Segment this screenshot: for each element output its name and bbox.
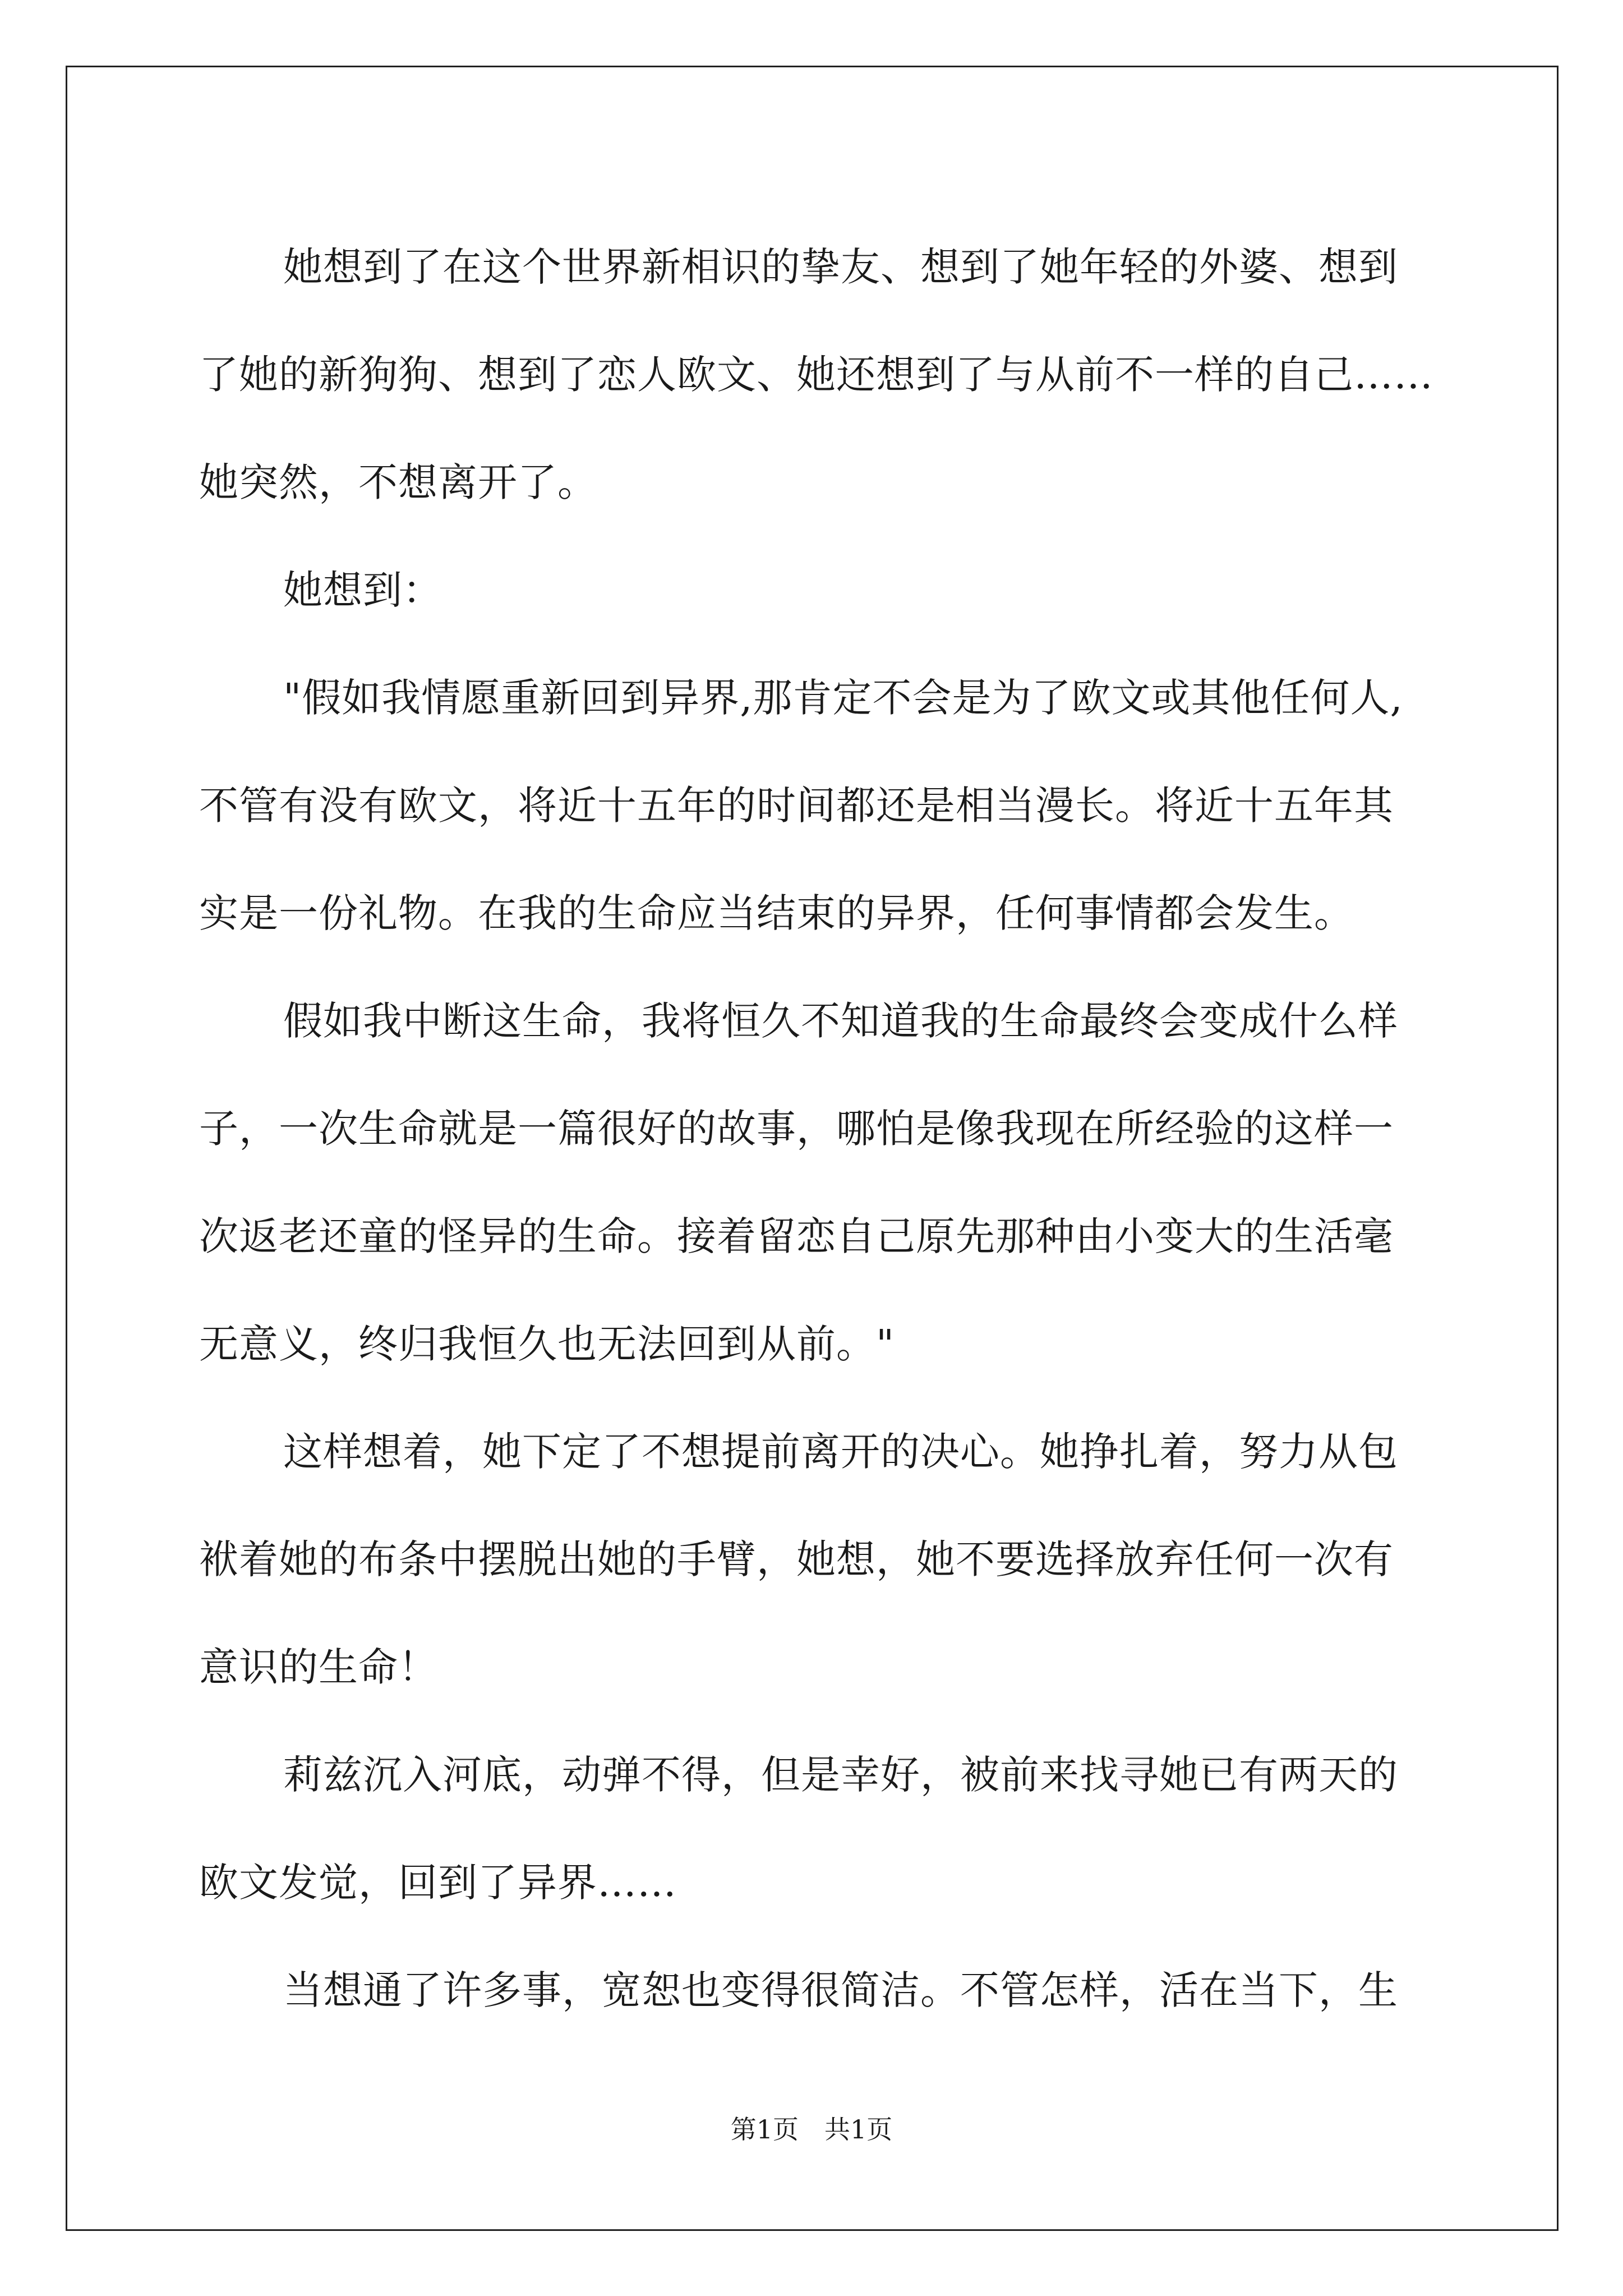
text-line: 实是一份礼物。在我的生命应当结束的异界，任何事情都会发生。	[199, 890, 1354, 936]
page-footer	[0, 2109, 1623, 2146]
text-line: 了她的新狗狗、想到了恋人欧文、她还想到了与从前不一样的自己……	[199, 352, 1433, 398]
paragraph	[199, 536, 1433, 644]
paragraph	[199, 1936, 1433, 2044]
text-line: 莉兹沉入河底，动弹不得，但是幸好，被前来找寻她已有两天的	[283, 1752, 1398, 1798]
page-number: 第1页	[730, 2114, 799, 2145]
text-line: 她突然，不想离开了。	[199, 459, 597, 505]
text-line: 意识的生命！	[199, 1644, 438, 1690]
paragraph	[199, 1398, 1433, 1721]
text-line: 欧文发觉，回到了异界……	[199, 1860, 677, 1906]
paragraph	[199, 1721, 1433, 1936]
paragraph	[199, 213, 1433, 536]
text-line: 袱着她的布条中摆脱出她的手臂，她想，她不要选择放弃任何一次有	[199, 1536, 1394, 1582]
text-line: 假如我中断这生命，我将恒久不知道我的生命最终会变成什么样	[283, 998, 1398, 1044]
text-line: 她想到了在这个世界新相识的挚友、想到了她年轻的外婆、想到	[283, 244, 1398, 290]
document-body	[199, 213, 1433, 2044]
text-line: 当想通了许多事，宽恕也变得很简洁。不管怎样，活在当下，生	[283, 1967, 1398, 2013]
text-line: 这样想着，她下定了不想提前离开的决心。她挣扎着，努力从包	[283, 1429, 1398, 1475]
paragraph	[199, 644, 1433, 967]
text-line: 不管有没有欧文，将近十五年的时间都还是相当漫长。将近十五年其	[199, 783, 1394, 829]
text-line: 次返老还童的怪异的生命。接着留恋自己原先那种由小变大的生活毫	[199, 1213, 1394, 1259]
page-total: 共1页	[824, 2114, 893, 2145]
paragraph	[199, 967, 1433, 1398]
text-line: "假如我情愿重新回到异界,那肯定不会是为了欧文或其他任何人,	[283, 675, 1403, 721]
text-line: 子，一次生命就是一篇很好的故事，哪怕是像我现在所经验的这样一	[199, 1106, 1394, 1152]
text-line: 她想到：	[283, 567, 442, 613]
text-line: 无意义，终归我恒久也无法回到从前。"	[199, 1321, 895, 1367]
